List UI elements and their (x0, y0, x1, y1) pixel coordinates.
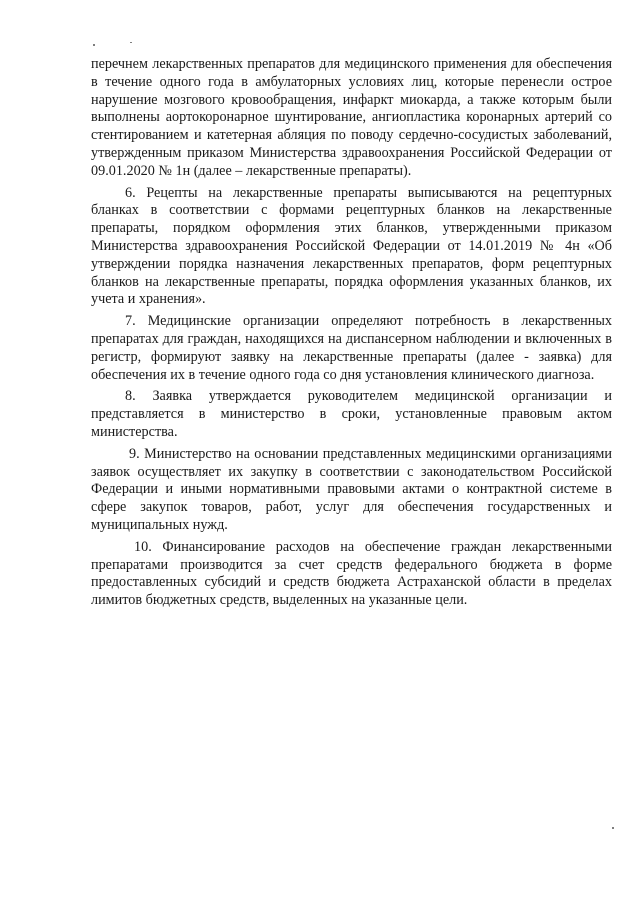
paragraph-item-8: 8. Заявка утверждается руководителем медицинской организации и представляется в министерство в сроки, установленные правовым актом министерства. (91, 388, 612, 440)
paragraph-item-10: 10. Финансирование расходов на обеспечение граждан лекарственными препаратами производится за счет средств федерального бюджета в форме предоставленных субсидий и средств бюджета Астраханской области в пределах лимитов бюджетных средств, выделенных на указанные цели. (91, 538, 612, 609)
scan-speck (612, 827, 614, 829)
scan-speck (130, 42, 132, 43)
paragraph-item-6: 6. Рецепты на лекарственные препараты выписываются на рецептурных бланках в соответствии с формами рецептурных бланков на лекарственные препараты, порядком оформления этих бланков, утвержденными приказом Министерства здравоохранения Российской Федерации от 14.01.2019 № 4н «Об утверждении порядка назначения лекарственных препаратов, форм рецептурных бланков на лекарственные препараты, порядка оформления указанных бланков, их учета и хранения». (91, 184, 612, 308)
paragraph-item-7: 7. Медицинские организации определяют потребность в лекарственных препаратах для граждан, находящихся на диспансерном наблюдении и включенных в регистр, формируют заявку на лекарственные препараты (далее - заявка) для обеспечения их в течение одного года со дня установления клинического диагноза. (91, 313, 612, 383)
scan-speck (93, 44, 95, 46)
paragraph-item-9: 9. Министерство на основании представленных медицинскими организациями заявок осуществляет их закупку в соответствии с законодательством Российской Федерации и иными нормативными правовыми актами о контрактной системе в сфере закупок товаров, работ, услуг для обеспечения государственных и муниципальных нужд. (91, 445, 612, 533)
document-body (91, 56, 612, 614)
paragraph-continuation: перечнем лекарственных препаратов для медицинского применения для обеспечения в течение одного года в амбулаторных условиях лиц, которые перенесли острое нарушение мозгового кровообращения, инфаркт миокарда, а также которым были выполнены аортокоронарное шунтирование, ангиопластика коронарных артерий со стентированием и катетерная абляция по поводу сердечно-сосудистых заболеваний, утвержденным приказом Министерства здравоохранения Российской Федерации от 09.01.2020 № 1н (далее – лекарственные препараты). (91, 56, 612, 179)
